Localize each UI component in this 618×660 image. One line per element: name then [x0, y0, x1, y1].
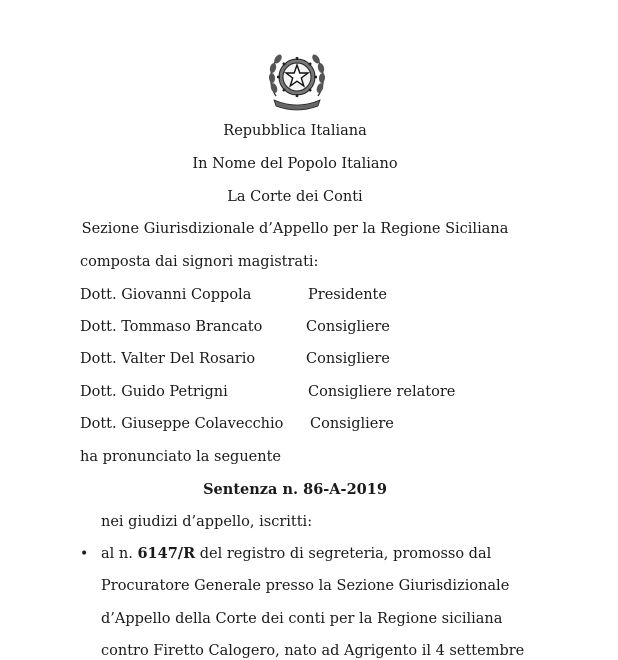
- magistrate-name: Dott. Guido Petrigni: [80, 384, 228, 400]
- body-line-4: contro Firetto Calogero, nato ad Agrigento il 4 settembre: [101, 643, 525, 659]
- pronounced-line: ha pronunciato la seguente: [80, 449, 281, 465]
- body-line-3: d’Appello della Corte dei conti per la Regione siciliana: [101, 611, 503, 627]
- magistrate-name: Dott. Giovanni Coppola: [80, 287, 252, 303]
- court-heading: La Corte dei Conti: [227, 189, 363, 205]
- body-text: al n.: [101, 546, 133, 562]
- body-text: del registro di segreteria, promosso dal: [199, 546, 492, 562]
- body-line-2: Procuratore Generale presso la Sezione Giurisdizionale: [101, 578, 510, 594]
- section-heading: Sezione Giurisdizionale d’Appello per la Regione Siciliana: [81, 221, 509, 237]
- italian-republic-emblem-icon: [266, 44, 328, 112]
- republic-heading: Repubblica Italiana: [223, 123, 367, 139]
- magistrate-role: Consigliere: [306, 351, 390, 367]
- magistrate-role: Consigliere: [306, 319, 390, 335]
- magistrate-name: Dott. Giuseppe Colavecchio: [80, 416, 284, 432]
- registry-number: 6147/R: [137, 545, 196, 562]
- bullet-marker: •: [80, 546, 89, 562]
- sentence-title: Sentenza n. 86-A-2019: [203, 481, 387, 498]
- magistrate-role: Presidente: [308, 287, 387, 303]
- magistrate-name: Dott. Valter Del Rosario: [80, 351, 256, 367]
- body-line-1: [101, 545, 491, 563]
- magistrate-role: Consigliere relatore: [308, 384, 456, 400]
- composition-label: composta dai signori magistrati:: [80, 254, 319, 270]
- magistrate-name: Dott. Tommaso Brancato: [80, 319, 263, 335]
- people-heading: In Nome del Popolo Italiano: [192, 156, 398, 172]
- intro-line: nei giudizi d’appello, iscritti:: [101, 514, 313, 530]
- magistrate-role: Consigliere: [310, 416, 394, 432]
